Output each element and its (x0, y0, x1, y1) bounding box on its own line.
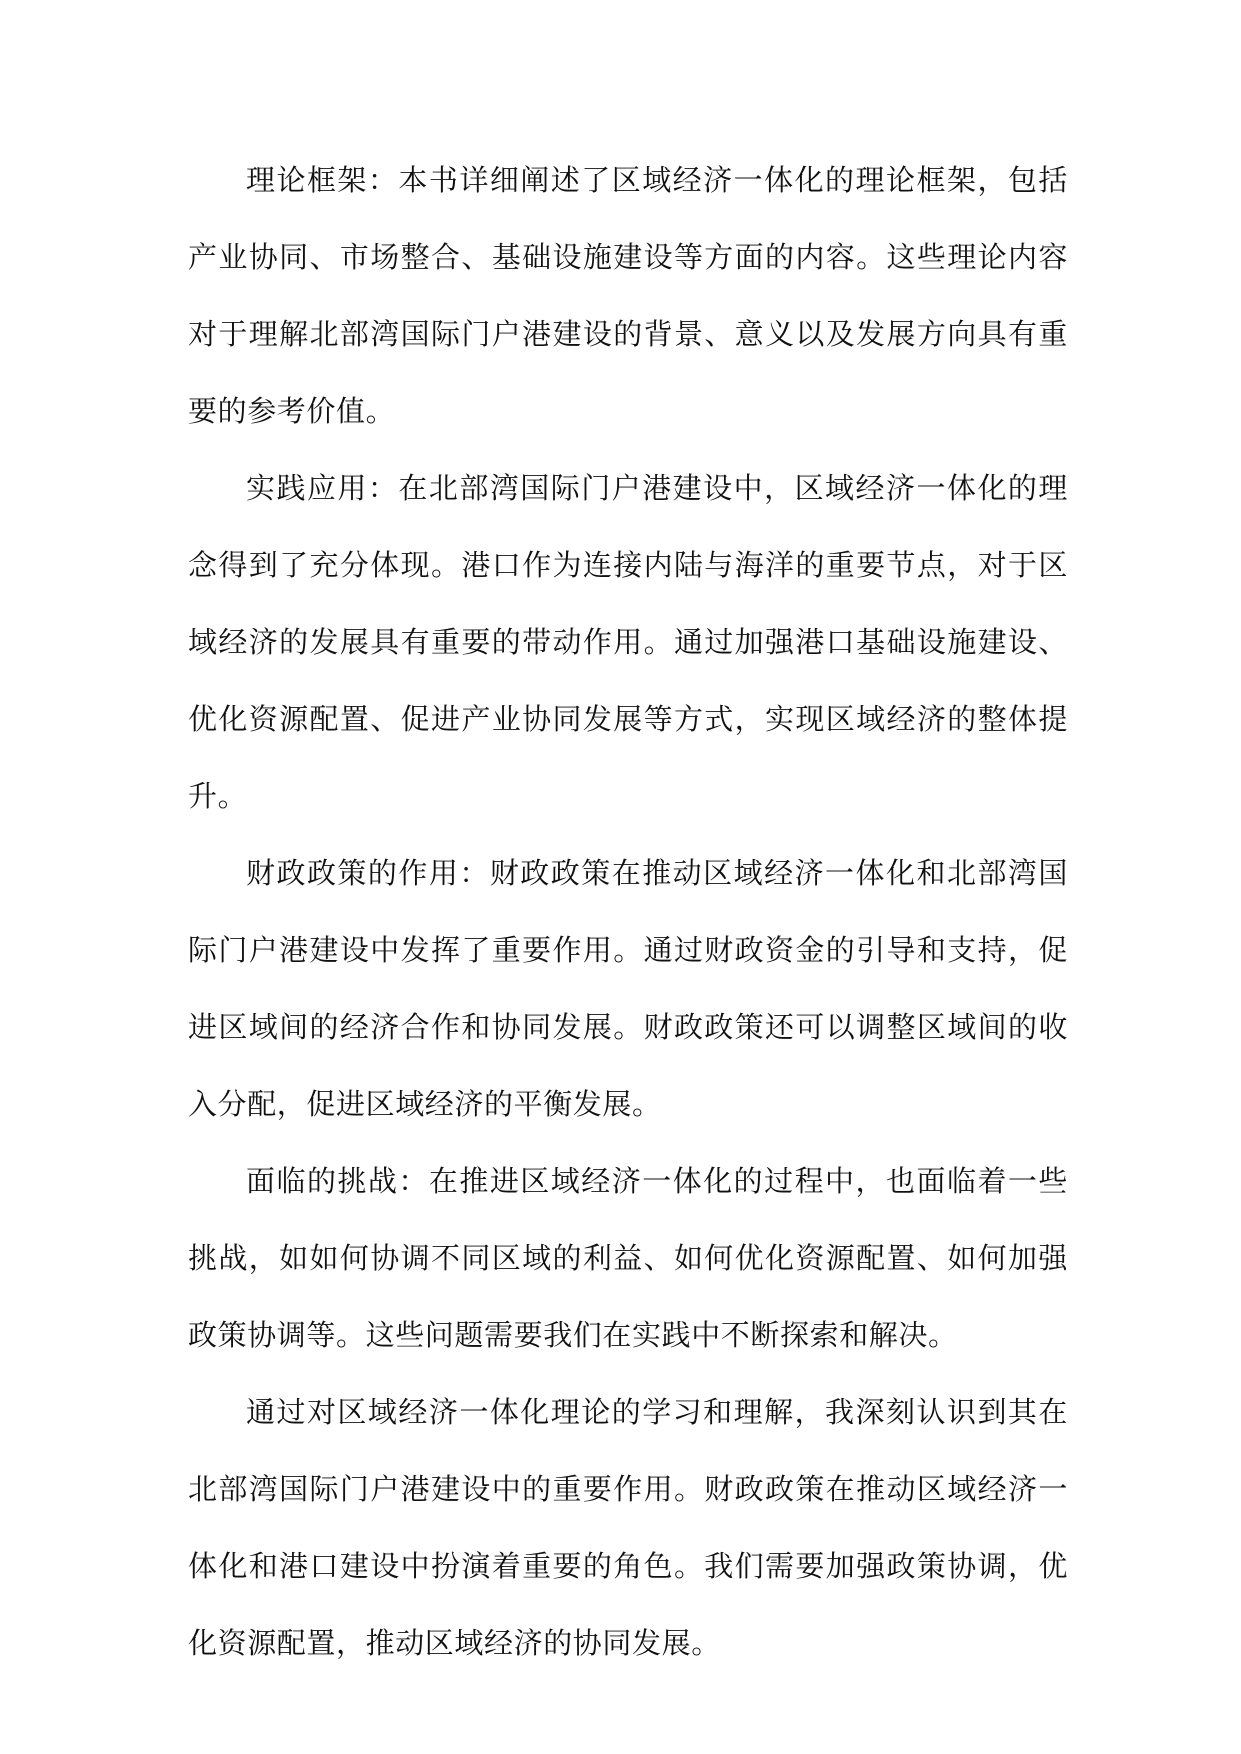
paragraph-theory-framework: 理论框架：本书详细阐述了区域经济一体化的理论框架，包括产业协同、市场整合、基础设施建设等方面的内容。这些理论内容对于理解北部湾国际门户港建设的背景、意义以及发展方向具有重要的参考价值。 (188, 163, 1068, 428)
document-body (188, 142, 1068, 1682)
paragraph-practical-application: 实践应用：在北部湾国际门户港建设中，区域经济一体化的理念得到了充分体现。港口作为连接内陆与海洋的重要节点，对于区域经济的发展具有重要的带动作用。通过加强港口基础设施建设、优化资源配置、促进产业协同发展等方式，实现区域经济的整体提升。 (188, 471, 1068, 813)
paragraph-challenges: 面临的挑战：在推进区域经济一体化的过程中，也面临着一些挑战，如如何协调不同区域的利益、如何优化资源配置、如何加强政策协调等。这些问题需要我们在实践中不断探索和解决。 (188, 1164, 1068, 1352)
paragraph-fiscal-policy-role: 财政政策的作用：财政政策在推动区域经济一体化和北部湾国际门户港建设中发挥了重要作用。通过财政资金的引导和支持，促进区域间的经济合作和协同发展。财政政策还可以调整区域间的收入分配，促进区域经济的平衡发展。 (188, 856, 1068, 1121)
paragraph-conclusion: 通过对区域经济一体化理论的学习和理解，我深刻认识到其在北部湾国际门户港建设中的重要作用。财政政策在推动区域经济一体化和港口建设中扮演着重要的角色。我们需要加强政策协调，优化资源配置，推动区域经济的协同发展。 (188, 1395, 1068, 1660)
